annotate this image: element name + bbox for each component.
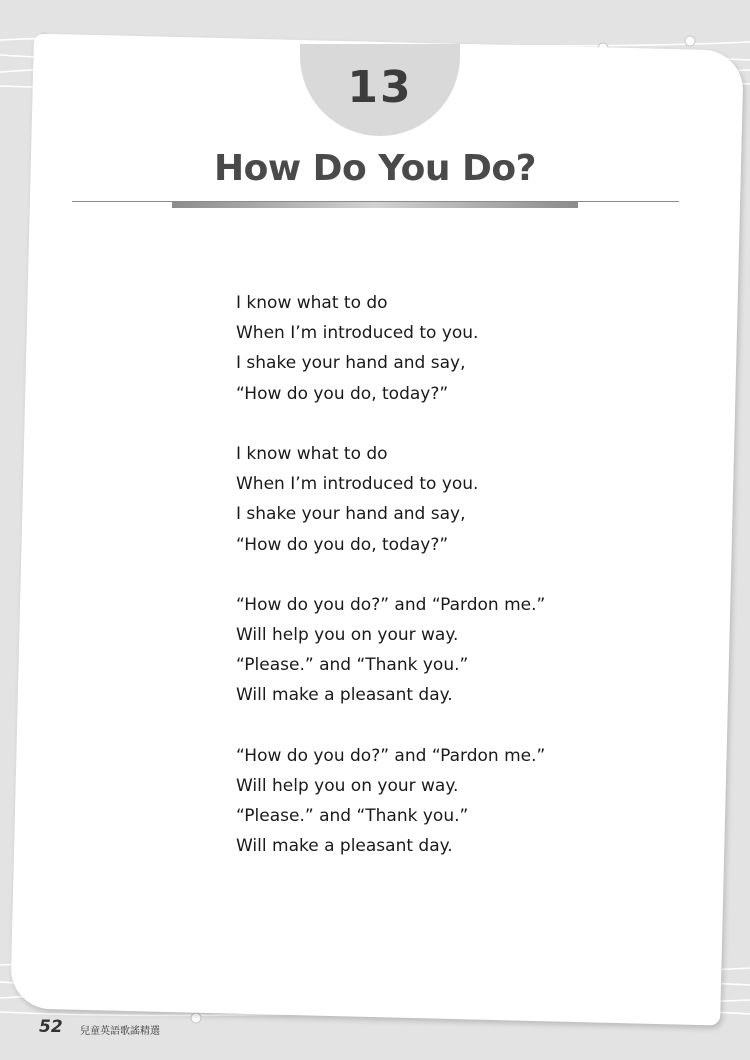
stanza [236, 288, 656, 409]
lyric-line: I shake your hand and say, [236, 353, 466, 374]
stanza [236, 439, 656, 560]
lyric-line: “How do you do?” and “Pardon me.” [236, 745, 546, 766]
lyric-line: Will make a pleasant day. [236, 685, 453, 706]
lyric-line: “How do you do, today?” [236, 534, 449, 555]
lyric-line: When I’m introduced to you. [236, 323, 479, 344]
lyric-line: When I’m introduced to you. [236, 474, 479, 495]
lyric-line: “Please.” and “Thank you.” [236, 806, 469, 827]
title-underline [172, 202, 578, 208]
book-title: 兒童英語歌謠精選 [80, 1026, 160, 1037]
song-title: How Do You Do? [214, 148, 536, 189]
lyric-line: Will make a pleasant day. [236, 836, 453, 857]
lyric-line: Will help you on your way. [236, 625, 459, 646]
lyric-line: “Please.” and “Thank you.” [236, 655, 469, 676]
lyric-line: I shake your hand and say, [236, 504, 466, 525]
stanza [236, 741, 656, 862]
page-number: 52 [39, 1017, 63, 1037]
lyric-line: “How do you do?” and “Pardon me.” [236, 594, 546, 615]
song-number: 13 [347, 62, 413, 113]
stanza [236, 590, 656, 711]
lyric-line: I know what to do [236, 443, 388, 464]
lyric-line: Will help you on your way. [236, 776, 459, 796]
lyrics [236, 288, 656, 892]
lyric-line: “How do you do, today?” [236, 383, 449, 404]
lyric-line: I know what to do [236, 293, 388, 313]
